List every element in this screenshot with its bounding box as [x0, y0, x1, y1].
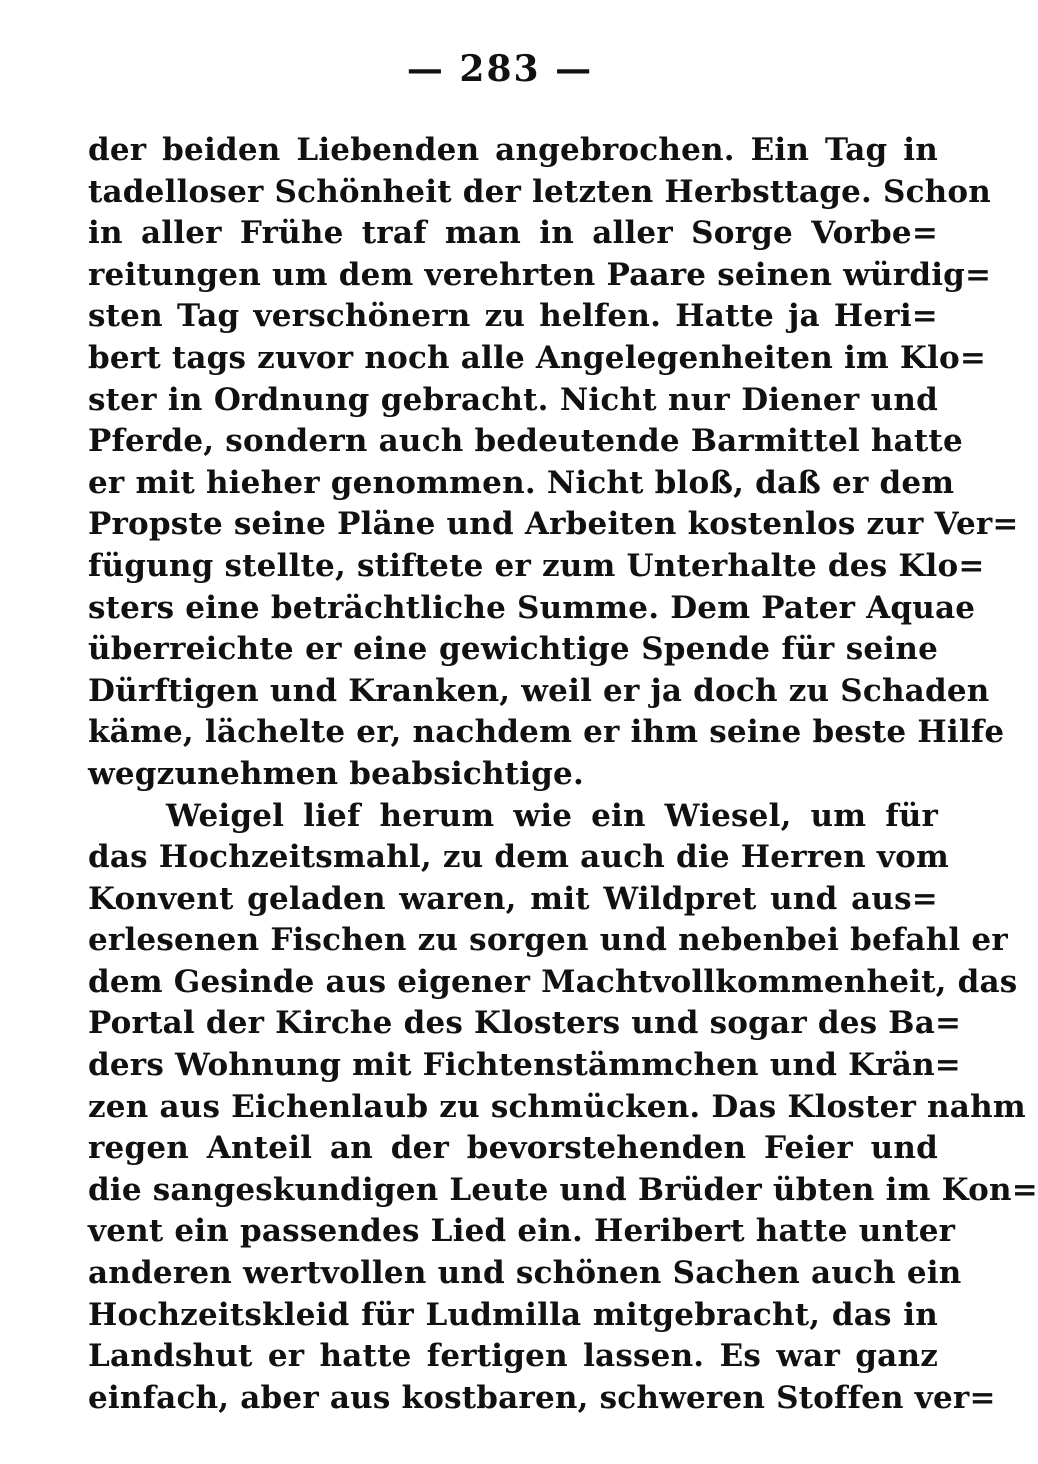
text-line: Portal der Kirche des Klosters und sogar des Ba=: [88, 1005, 962, 1042]
text-line: zen aus Eichenlaub zu schmücken. Das Kloster nahm: [88, 1088, 1026, 1125]
text-line: tadelloser Schönheit der letzten Herbsttage. Schon: [88, 173, 992, 210]
paragraph-end-line: wegzunehmen beabsichtige.: [88, 755, 584, 792]
text-line: käme, lächelte er, nachdem er ihm seine beste Hilfe: [88, 714, 1005, 751]
body-text: [88, 130, 1038, 1419]
text-line: fügung stellte, stiftete er zum Unterhalte des Klo=: [88, 547, 985, 584]
text-line: regen Anteil an der bevorstehenden Feier und: [88, 1130, 938, 1167]
text-line: überreichte er eine gewichtige Spende für seine: [88, 631, 938, 668]
text-line: ders Wohnung mit Fichtenstämmchen und Krän=: [88, 1047, 961, 1084]
text-line: ster in Ordnung gebracht. Nicht nur Diener und: [88, 381, 938, 418]
text-line: Hochzeitskleid für Ludmilla mitgebracht, das in: [88, 1296, 938, 1333]
text-line: dem Gesinde aus eigener Machtvollkommenheit, das: [88, 963, 1018, 1000]
text-line: in aller Frühe traf man in aller Sorge Vorbe=: [88, 215, 938, 252]
text-line: er mit hieher genommen. Nicht bloß, daß er dem: [88, 464, 955, 501]
text-line: anderen wertvollen und schönen Sachen auch ein: [88, 1255, 962, 1292]
text-line: das Hochzeitsmahl, zu dem auch die Herren vom: [88, 839, 950, 876]
text-line: der beiden Liebenden angebrochen. Ein Tag in: [88, 132, 938, 168]
text-line: vent ein passendes Lied ein. Heribert hatte unter: [88, 1213, 956, 1250]
text-line: einfach, aber aus kostbaren, schweren Stoffen ver=: [88, 1379, 996, 1416]
text-line: Konvent geladen waren, mit Wildpret und aus=: [88, 880, 938, 917]
text-line: reitungen um dem verehrten Paare seinen würdig=: [88, 256, 992, 293]
text-line: Dürftigen und Kranken, weil er ja doch zu Schaden: [88, 672, 990, 709]
text-line: Landshut er hatte fertigen lassen. Es war ganz: [88, 1338, 938, 1375]
text-line: bert tags zuvor noch alle Angelegenheiten im Klo=: [88, 339, 987, 376]
page-number: — 283 —: [406, 48, 594, 90]
text-line: erlesenen Fischen zu sorgen und nebenbei befahl er: [88, 922, 1008, 959]
text-line: Propste seine Pläne und Arbeiten kostenlos zur Ver=: [88, 506, 1019, 543]
text-line: sters eine beträchtliche Summe. Dem Pater Aquae: [88, 589, 976, 626]
text-line: Pferde, sondern auch bedeutende Barmittel hatte: [88, 423, 963, 460]
text-line: die sangeskundigen Leute und Brüder übten im Kon=: [88, 1171, 1038, 1208]
text-line: sten Tag verschönern zu helfen. Hatte ja Heri=: [88, 298, 938, 335]
paragraph-start-line: Weigel lief herum wie ein Wiesel, um für: [166, 797, 938, 834]
